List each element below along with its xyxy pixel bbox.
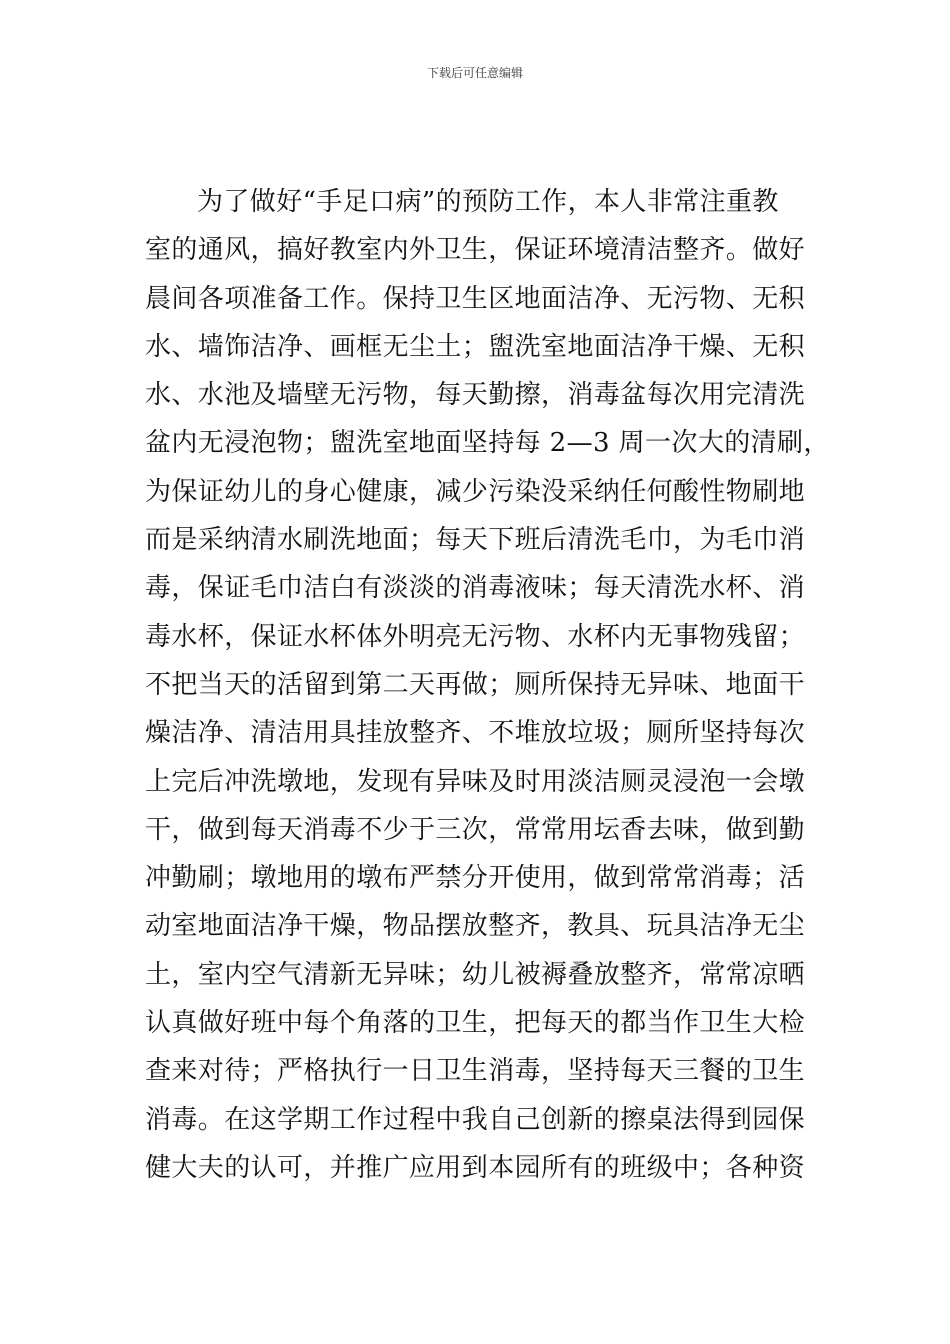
paragraph-line: 而是采纳清水刷洗地面；每天下班后清洗毛巾，为毛巾消 [145,525,806,556]
paragraph-line: 水、墙饰洁净、画框无尘土；盥洗室地面洁净干燥、无积 [145,331,806,362]
paragraph-line: 消毒。在这学期工作过程中我自己创新的擦桌法得到园保 [145,1104,806,1135]
paragraph-line: 健大夫的认可，并推广应用到本园所有的班级中；各种资 [145,1152,806,1183]
paragraph-line: 为保证幼儿的身心健康，减少污染没采纳任何酸性物刷地 [145,476,806,507]
paragraph-line: 室的通风，搞好教室内外卫生，保证环境清洁整齐。做好 [145,235,806,266]
paragraph-line: 干，做到每天消毒不少于三次，常常用坛香去味，做到勤 [145,814,806,845]
paragraph-line: 认真做好班中每个角落的卫生，把每天的都当作卫生大检 [145,1008,806,1039]
paragraph-line: 不把当天的活留到第二天再做；厕所保持无异味、地面干 [145,669,806,700]
paragraph-line: 水、水池及墙壁无污物，每天勤擦，消毒盆每次用完清洗 [145,380,806,411]
paragraph-line: 盆内无浸泡物；盥洗室地面坚持每 2—3 周一次大的清刷， [145,428,830,459]
paragraph-line: 动室地面洁净干燥，物品摆放整齐，教具、玩具洁净无尘 [145,911,806,942]
paragraph-line: 毒，保证毛巾洁白有淡淡的消毒液味；每天清洗水杯、消 [145,573,806,604]
paragraph-line: 冲勤刷；墩地用的墩布严禁分开使用，做到常常消毒；活 [145,863,806,894]
body-paragraph [145,178,830,1192]
paragraph-line: 毒水杯，保证水杯体外明亮无污物、水杯内无事物残留； [145,621,806,652]
page-header: 下载后可任意编辑 [426,66,523,80]
paragraph-line: 上完后冲洗墩地，发现有异味及时用淡洁厕灵浸泡一会墩 [145,766,806,797]
paragraph-line: 为了做好“手足口病”的预防工作，本人非常注重教 [197,187,779,217]
paragraph-line: 晨间各项准备工作。保持卫生区地面洁净、无污物、无积 [145,283,806,314]
paragraph-line: 土，室内空气清新无异味；幼儿被褥叠放整齐，常常凉晒 [145,959,806,990]
paragraph-line: 查来对待；严格执行一日卫生消毒，坚持每天三餐的卫生 [145,1056,806,1087]
paragraph-line: 燥洁净、清洁用具挂放整齐、不堆放垃圾；厕所坚持每次 [145,718,806,749]
